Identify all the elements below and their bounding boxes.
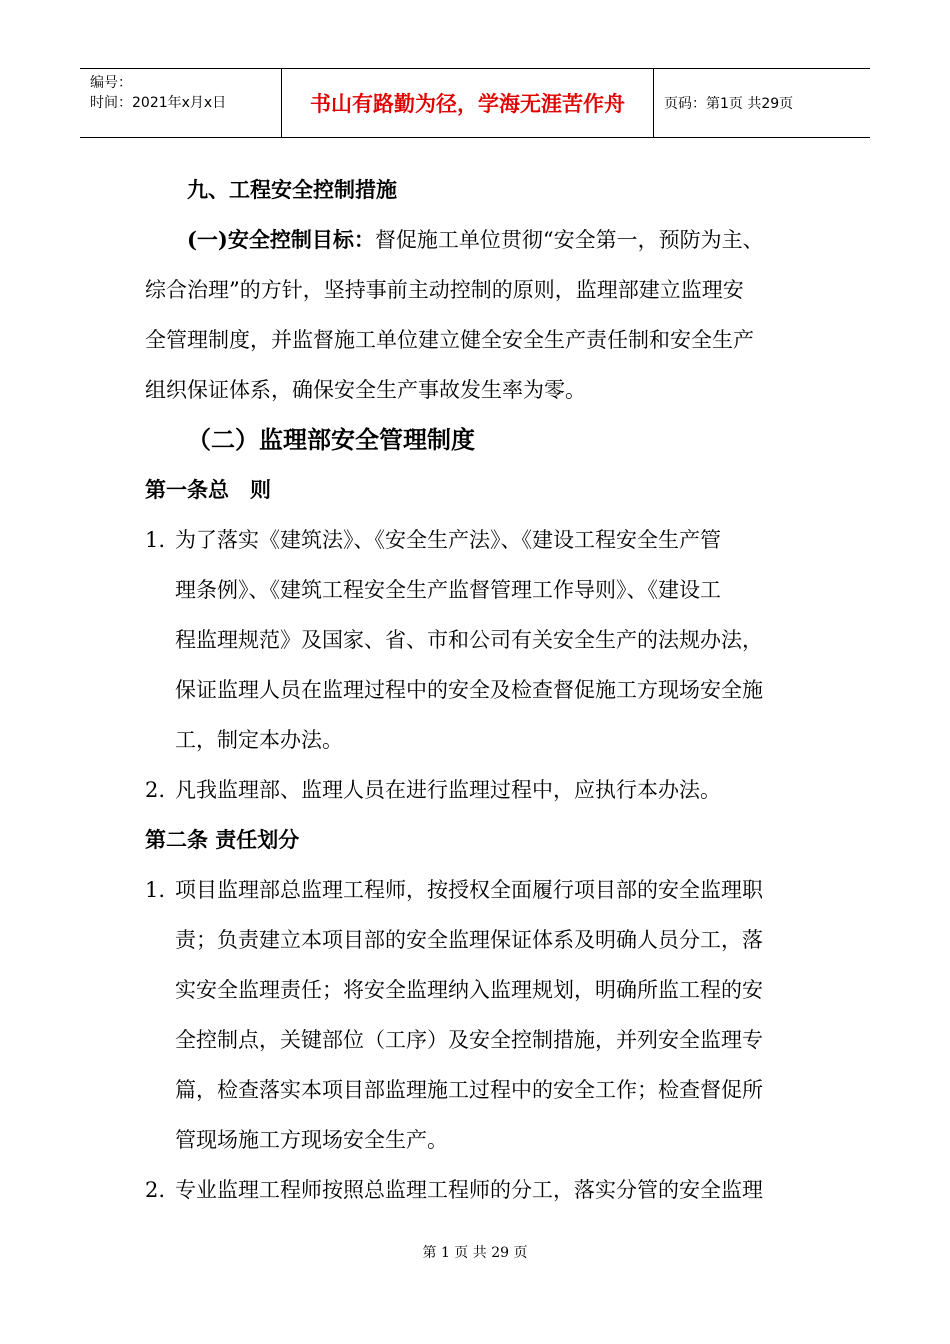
list-line: 实安全监理责任；将安全监理纳入监理规划，明确所监工程的安 — [175, 978, 763, 1002]
header-meta — [80, 69, 282, 137]
article1-title: 第一条总 则 — [145, 477, 271, 502]
paragraph-line: 全管理制度，并监督施工单位建立健全安全生产责任制和安全生产 — [145, 328, 754, 352]
header-table — [80, 68, 870, 138]
paragraph-line — [145, 215, 810, 265]
list-line: 工，制定本办法。 — [175, 728, 343, 752]
list-line: 凡我监理部、监理人员在进行监理过程中，应执行本办法。 — [175, 778, 721, 802]
list-number: 1. — [145, 878, 166, 902]
target-text: 督促施工单位贯彻“安全第一，预防为主、 — [374, 228, 764, 252]
list-line: 保证监理人员在监理过程中的安全及检查督促施工方现场安全施 — [175, 678, 763, 702]
document-body — [145, 165, 810, 1215]
list-line: 专业监理工程师按照总监理工程师的分工，落实分管的安全监理 — [175, 1178, 763, 1202]
list-line: 篇，检查落实本项目部监理施工过程中的安全工作；检查督促所 — [175, 1078, 763, 1102]
subsection-title: （二）监理部安全管理制度 — [187, 425, 475, 454]
list-line: 全控制点，关键部位（工序）及安全控制措施，并列安全监理专 — [175, 1028, 763, 1052]
list-number: 1. — [145, 528, 166, 552]
header-page-info: 页码：第1页 共29页 — [664, 96, 794, 112]
paragraph-line: 综合治理”的方针，坚持事前主动控制的原则，监理部建立监理安 — [145, 278, 744, 302]
list-line: 理条例》、《建筑工程安全生产监督管理工作导则》、《建设工 — [175, 578, 721, 602]
list-line: 程监理规范》及国家、省、市和公司有关安全生产的法规办法， — [175, 628, 763, 652]
header-motto: 书山有路勤为径，学海无涯苦作舟 — [282, 69, 654, 137]
serial-number-label: 编号： — [90, 75, 132, 91]
list-line: 管现场施工方现场安全生产。 — [175, 1128, 448, 1152]
target-label: (一)安全控制目标： — [187, 227, 375, 252]
list-line: 为了落实《建筑法》、《安全生产法》、《建设工程安全生产管 — [175, 528, 721, 552]
list-item — [145, 765, 810, 815]
list-line: 项目监理部总监理工程师，按授权全面履行项目部的安全监理职 — [175, 878, 763, 902]
article2-title: 第二条 责任划分 — [145, 827, 300, 852]
list-item — [145, 865, 810, 1165]
list-number: 2. — [145, 778, 166, 802]
page-footer: 第 1 页 共 29 页 — [422, 1245, 528, 1261]
paragraph-line: 组织保证体系，确保安全生产事故发生率为零。 — [145, 378, 586, 402]
list-item — [145, 1165, 810, 1215]
list-line: 责；负责建立本项目部的安全监理保证体系及明确人员分工，落 — [175, 928, 763, 952]
list-number: 2. — [145, 1178, 166, 1202]
section-title: 九、工程安全控制措施 — [187, 177, 397, 202]
list-item — [145, 515, 810, 765]
date-line: 时间：2021年x月x日 — [90, 95, 227, 111]
